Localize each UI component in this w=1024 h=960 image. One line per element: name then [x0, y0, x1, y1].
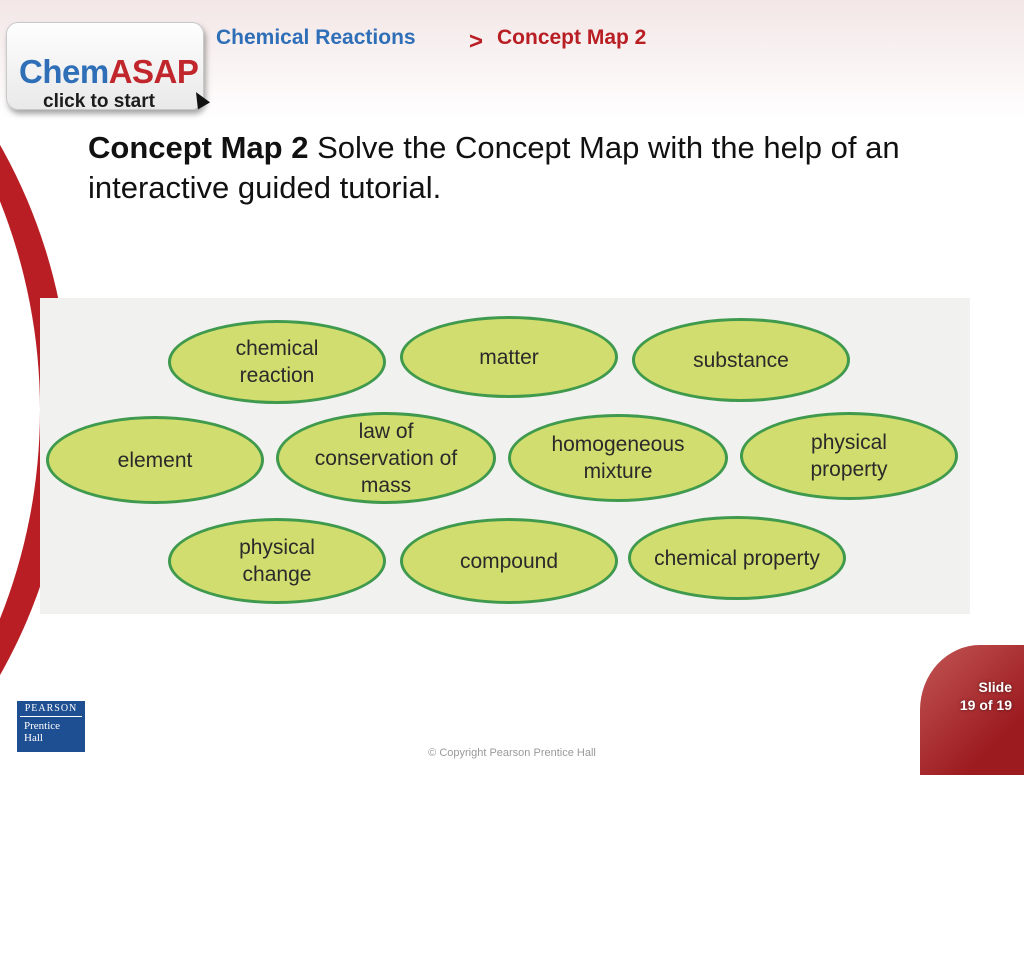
node-label: homogeneous mixture — [551, 433, 685, 483]
page-title — [88, 128, 938, 208]
concept-node-physical-change[interactable] — [168, 518, 386, 604]
concept-map — [40, 298, 970, 614]
concept-node-physical-property[interactable] — [740, 412, 958, 500]
concept-node-homogeneous-mixture[interactable] — [508, 414, 728, 502]
slide-counter — [960, 678, 1012, 714]
breadcrumb-section-link[interactable]: Chemical Reactions — [216, 26, 416, 49]
concept-node-chemical-property[interactable] — [628, 516, 846, 600]
concept-node-substance[interactable] — [632, 318, 850, 402]
node-label: matter — [479, 345, 539, 369]
node-label: law of conservation of mass — [314, 419, 458, 497]
node-label: compound — [459, 549, 559, 573]
slide-position: 19 of 19 — [959, 697, 1012, 713]
logo-prentice-hall — [24, 720, 60, 744]
copyright-notice: © Copyright Pearson Prentice Hall — [428, 747, 596, 759]
title-bold: Concept Map 2 — [88, 130, 309, 165]
logo-chem: Chem — [19, 53, 109, 90]
logo-pearson: PEARSON — [24, 703, 78, 714]
node-label: chemical property — [654, 546, 820, 570]
node-label: substance — [693, 348, 789, 372]
logo-hall: Hall — [24, 732, 43, 744]
node-label: physical change — [239, 536, 315, 586]
logo-prentice: Prentice — [24, 720, 61, 732]
logo-tagline: click to start — [43, 91, 155, 112]
concept-node-law-of-conservation[interactable] — [276, 412, 496, 504]
title-text: Solve the Concept Map with the help of an interactive guided tutorial. — [88, 130, 900, 205]
node-label: element — [117, 448, 193, 472]
slide-label: Slide — [978, 679, 1012, 695]
logo-divider — [20, 716, 82, 717]
concept-node-chemical-reaction[interactable] — [168, 320, 386, 404]
breadcrumb-separator: > — [469, 28, 484, 55]
chemasap-button[interactable] — [6, 22, 204, 110]
node-label: chemical reaction — [235, 337, 319, 387]
concept-node-compound[interactable] — [400, 518, 618, 604]
node-label: physical property — [810, 431, 888, 481]
chemasap-logo-text — [19, 53, 198, 91]
concept-node-matter[interactable] — [400, 316, 618, 398]
logo-asap: ASAP — [108, 53, 199, 90]
breadcrumb-current: Concept Map 2 — [497, 26, 647, 49]
concept-node-element[interactable] — [46, 416, 264, 504]
pearson-prentice-hall-logo — [17, 701, 85, 752]
